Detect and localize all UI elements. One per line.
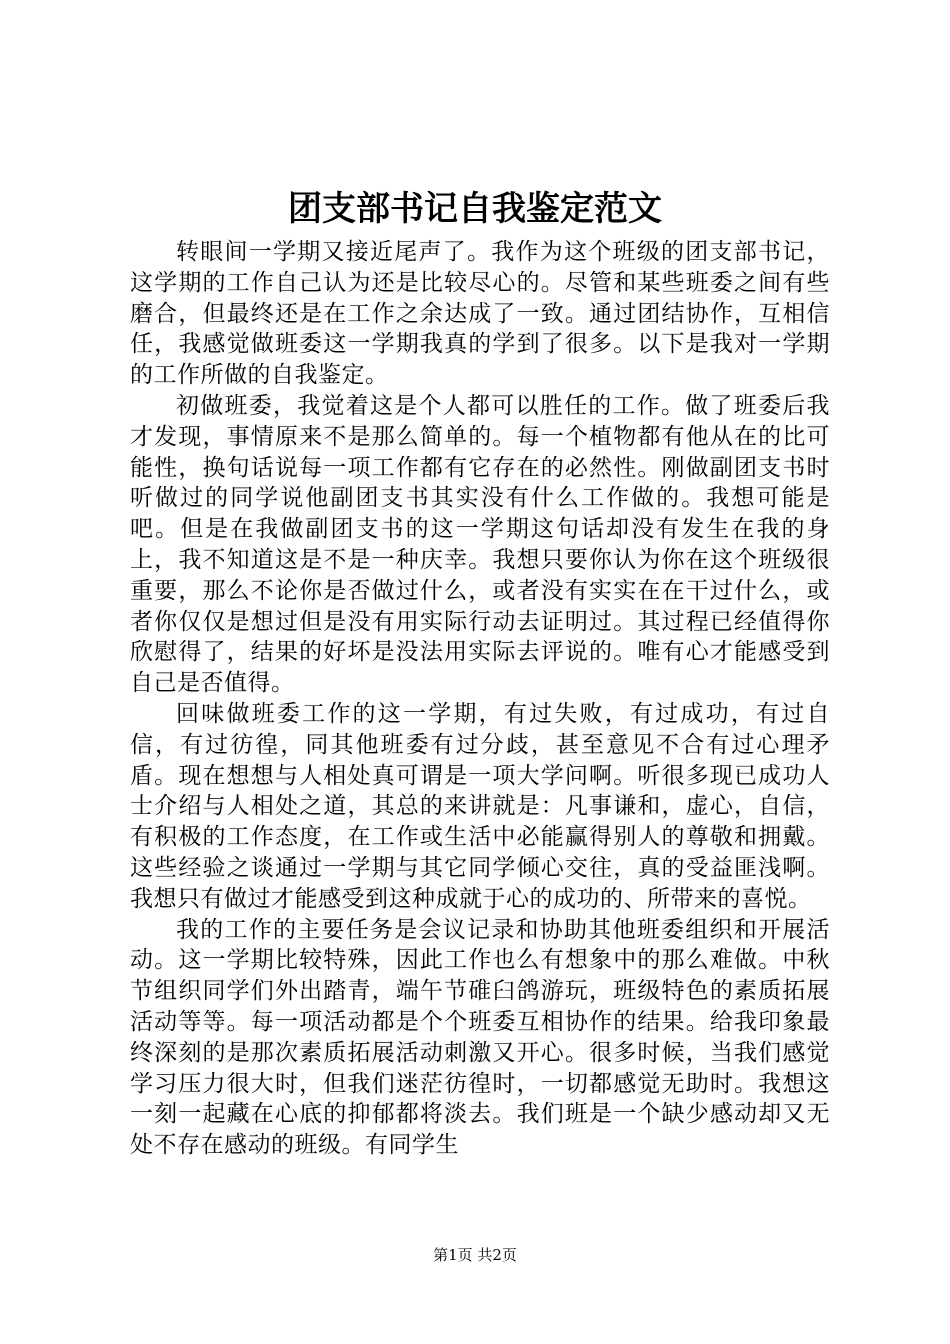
page-footer: 第1页 共2页: [433, 1246, 517, 1264]
paragraph-3: 回味做班委工作的这一学期，有过失败，有过成功，有过自信，有过彷徨，同其他班委有过分歧，甚至意见不合有过心理矛盾。现在想想与人相处真可谓是一项大学问啊。听很多现已成功人士介绍与人相处之道，其总的来讲就是：凡事谦和，虚心，自信，有积极的工作态度，在工作或生活中必能赢得别人的尊敬和拥戴。这些经验之谈通过一学期与其它同学倾心交往，真的受益匪浅啊。我想只有做过才能感受到这种成就于心的成功的、所带来的喜悦。: [130, 700, 830, 912]
paragraph-1: 转眼间一学期又接近尾声了。我作为这个班级的团支部书记，这学期的工作自己认为还是比较尽心的。尽管和某些班委之间有些磨合，但最终还是在工作之余达成了一致。通过团结协作，互相信任，我感觉做班委这一学期我真的学到了很多。以下是我对一学期的工作所做的自我鉴定。: [130, 239, 830, 389]
document-body: [130, 237, 830, 1161]
document-title: 团支部书记自我鉴定范文: [288, 189, 662, 229]
paragraph-2: 初做班委，我觉着这是个人都可以胜任的工作。做了班委后我才发现，事情原来不是那么简单的。每一个植物都有他从在的比可能性，换句话说每一项工作都有它存在的必然性。刚做副团支书时听做过的同学说他副团支书其实没有什么工作做的。我想可能是吧。但是在我做副团支书的这一学期这句话却没有发生在我的身上，我不知道这是不是一种庆幸。我想只要你认为你在这个班级很重要，那么不论你是否做过什么，或者没有实实在在干过什么，或者你仅仅是想过但是没有用实际行动去证明过。其过程已经值得你欣慰得了，结果的好坏是没法用实际去评说的。唯有心才能感受到自己是否值得。: [130, 392, 830, 697]
paragraph-4: 我的工作的主要任务是会议记录和协助其他班委组织和开展活动。这一学期比较特殊，因此工作也么有想象中的那么难做。中秋节组织同学们外出踏青，端午节碓臼鸽游玩，班级特色的素质拓展活动等等。每一项活动都是个个班委互相协作的结果。给我印象最终深刻的是那次素质拓展活动刺激又开心。很多时候，当我们感觉学习压力很大时，但我们迷茫彷徨时，一切都感觉无助时。我想这一刻一起藏在心底的抑郁都将淡去。我们班是一个缺少感动却又无处不存在感动的班级。有同学生: [130, 916, 830, 1159]
